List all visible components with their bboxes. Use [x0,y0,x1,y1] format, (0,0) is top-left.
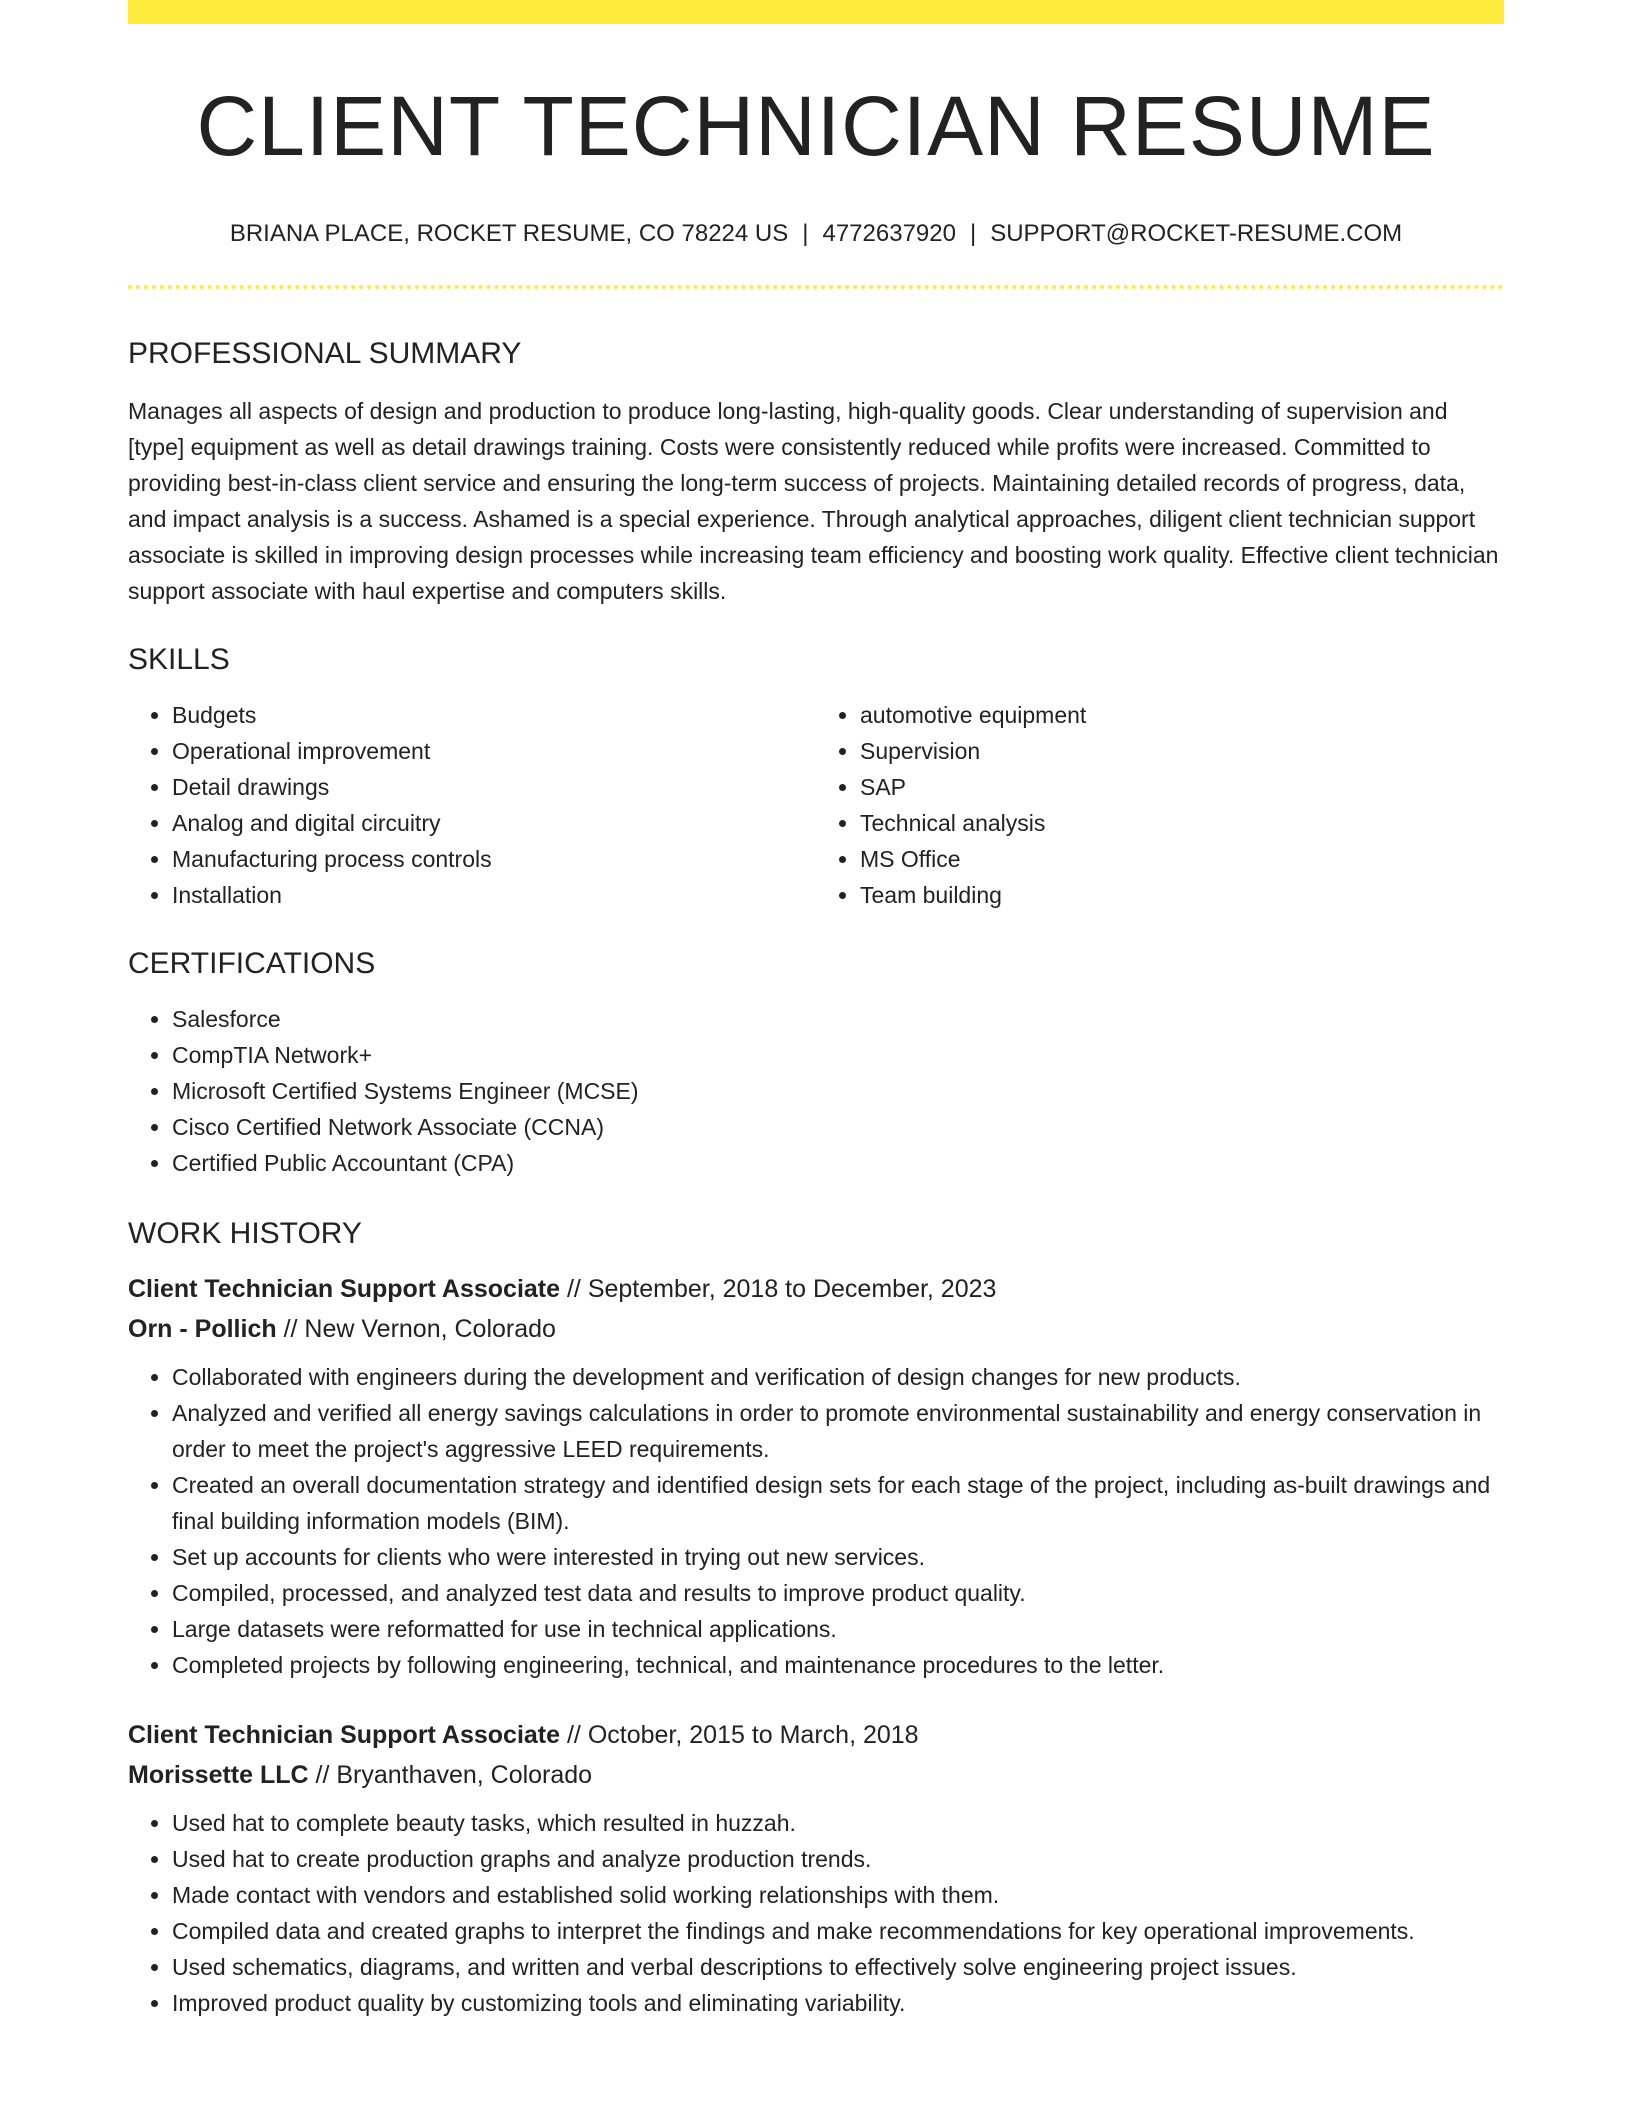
skills-heading: SKILLS [128,643,230,676]
page-title: CLIENT TECHNICIAN RESUME [196,79,1436,173]
job-dates: // October, 2015 to March, 2018 [560,1721,919,1749]
job-bullet: • Large datasets were reformatted for use in technical applications. [172,1611,1504,1647]
contact-email[interactable]: SUPPORT@ROCKET-RESUME.COM [990,220,1403,247]
summary-heading: PROFESSIONAL SUMMARY [128,337,522,370]
top-accent-bar [128,0,1504,24]
work-history-heading: WORK HISTORY [128,1217,362,1250]
job-bullet: • Completed projects by following engineering, technical, and maintenance procedures to the letter. [172,1647,1504,1683]
dotted-divider [128,285,1504,289]
skill-item: • SAP [860,769,1504,805]
job-company: Morissette LLC [128,1761,309,1789]
skill-item: • Manufacturing process controls [172,841,816,877]
skill-item: • Detail drawings [172,769,816,805]
contact-address: BRIANA PLACE, ROCKET RESUME, CO 78224 US [229,220,789,247]
job-location: // New Vernon, Colorado [276,1315,556,1343]
job-bullets [128,1805,1504,2021]
job-bullets [128,1359,1504,1683]
skills-left-list [128,697,816,913]
job-title: Client Technician Support Associate [128,1275,561,1303]
job-bullet: • Improved product quality by customizing tools and eliminating variability. [172,1985,1504,2021]
summary-text: Manages all aspects of design and production to produce long-lasting, high-quality goods. Clear understanding of supervision and [type] equipment as well as detail drawings training. Costs were consistently reduced while profits were increased. Committed to providing best-in-class client service and ensuring the long-term success of projects. Maintaining detailed records of progress, data, and impact analysis is a success. Ashamed is a special experience. Through analytical approaches, diligent client technician support associate is skilled in improving design processes while increasing team efficiency and boosting work quality. Effective client technician support associate with haul expertise and computers skills. [128,398,1499,604]
job-bullet: • Used schematics, diagrams, and written and verbal descriptions to effectively solve engineering project issues. [172,1949,1504,1985]
contact-separator: | [969,220,977,247]
certification-item: • Salesforce [172,1001,1504,1037]
certifications-heading: CERTIFICATIONS [128,947,376,980]
skill-item: • Team building [860,877,1504,913]
certifications-section [128,949,1504,1181]
job-title: Client Technician Support Associate [128,1721,561,1749]
job-entry [128,1715,1504,2021]
skill-item: • automotive equipment [860,697,1504,733]
summary-section [128,339,1504,609]
job-bullet: • Collaborated with engineers during the development and verification of design changes for new products. [172,1359,1504,1395]
resume-page [128,0,1504,2021]
contact-phone: 4772637920 [822,220,956,247]
certification-item: • CompTIA Network+ [172,1037,1504,1073]
contact-separator: | [802,220,809,247]
job-title-line [128,1269,1504,1309]
job-bullet: • Made contact with vendors and established solid working relationships with them. [172,1877,1504,1913]
skill-item: • MS Office [860,841,1504,877]
job-company-line [128,1755,1504,1795]
job-bullet: • Used hat to complete beauty tasks, which resulted in huzzah. [172,1805,1504,1841]
skill-item: • Analog and digital circuitry [172,805,816,841]
job-bullet: • Compiled, processed, and analyzed test data and results to improve product quality. [172,1575,1504,1611]
job-bullet: • Compiled data and created graphs to interpret the findings and make recommendations for key operational improvements. [172,1913,1504,1949]
job-location: // Bryanthaven, Colorado [308,1761,593,1789]
skill-item: • Installation [172,877,816,913]
job-company: Orn - Pollich [128,1315,277,1343]
skills-section [128,645,1504,913]
job-entry [128,1269,1504,1683]
skill-item: • Budgets [172,697,816,733]
skills-columns [128,697,1504,913]
certification-item: • Certified Public Accountant (CPA) [172,1145,1504,1181]
contact-line [128,222,1504,246]
certification-item: • Cisco Certified Network Associate (CCNA) [172,1109,1504,1145]
job-title-line [128,1715,1504,1755]
certification-item: • Microsoft Certified Systems Engineer (MCSE) [172,1073,1504,1109]
job-bullet: • Set up accounts for clients who were interested in trying out new services. [172,1539,1504,1575]
work-history-section [128,1219,1504,2021]
skill-item: • Supervision [860,733,1504,769]
job-bullet: • Used hat to create production graphs and analyze production trends. [172,1841,1504,1877]
certifications-list [128,1001,1504,1181]
job-dates: // September, 2018 to December, 2023 [560,1275,997,1303]
job-bullet: • Created an overall documentation strategy and identified design sets for each stage of the project, including as-built drawings and final building information models (BIM). [172,1467,1504,1539]
job-bullet: • Analyzed and verified all energy savings calculations in order to promote environmental sustainability and energy conservation in order to meet the project's aggressive LEED requirements. [172,1395,1504,1467]
skills-right-list [816,697,1504,913]
job-company-line [128,1309,1504,1349]
skill-item: • Technical analysis [860,805,1504,841]
skill-item: • Operational improvement [172,733,816,769]
